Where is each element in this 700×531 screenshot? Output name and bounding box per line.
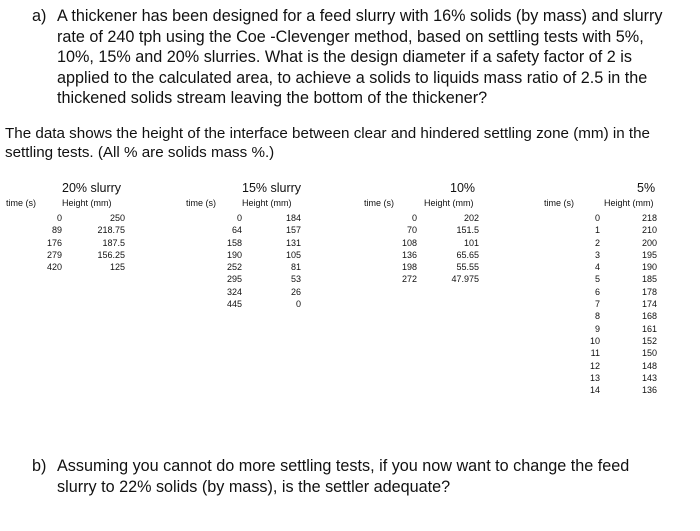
question-a-marker: a) [32, 7, 47, 25]
height-cell: 105 [285, 249, 301, 260]
height-cell: 190 [641, 262, 657, 273]
time-column [40, 212, 62, 273]
time-cell: 11 [590, 348, 600, 359]
height-cell: 81 [290, 262, 301, 273]
time-cell: 0 [594, 213, 600, 223]
time-cell: 12 [589, 360, 600, 371]
height-cell: 125 [109, 262, 125, 273]
question-b-marker: b) [32, 457, 47, 475]
time-cell: 279 [46, 249, 62, 260]
time-cell: 4 [594, 262, 600, 273]
time-cell: 158 [226, 237, 242, 248]
time-column [220, 212, 242, 310]
height-cell: 151.5 [456, 225, 479, 236]
height-cell: 210 [641, 225, 657, 236]
time-header: time (s) [6, 198, 36, 208]
time-cell: 445 [226, 299, 242, 310]
height-cell: 55.55 [456, 262, 479, 273]
time-cell: 0 [411, 213, 417, 223]
time-header: time (s) [364, 198, 394, 208]
time-cell: 6 [594, 286, 600, 297]
time-cell: 89 [51, 225, 62, 236]
question-a [12, 6, 692, 109]
time-cell: 295 [226, 274, 242, 285]
height-header: Height (mm) [424, 198, 474, 208]
time-cell: 190 [226, 249, 242, 260]
question-b [12, 456, 692, 497]
time-cell: 252 [226, 262, 242, 273]
time-cell: 420 [46, 262, 62, 273]
height-cell: 218.75 [97, 225, 125, 236]
height-cell: 156.25 [97, 249, 125, 260]
height-cell: 178 [641, 286, 657, 297]
time-cell: 14 [589, 385, 600, 396]
height-cell: 184 [285, 213, 301, 223]
height-cell: 218 [641, 213, 657, 223]
height-cell: 150 [641, 348, 657, 359]
height-column [85, 212, 125, 273]
time-cell: 198 [401, 262, 417, 273]
time-cell: 136 [401, 249, 417, 260]
table-title: 20% slurry [62, 181, 122, 195]
time-cell: 8 [594, 311, 600, 322]
height-column [440, 212, 479, 286]
height-cell: 143 [641, 372, 657, 383]
height-column [626, 212, 657, 396]
height-cell: 161 [641, 323, 657, 334]
time-cell: 324 [226, 286, 242, 297]
height-cell: 187.5 [102, 237, 125, 248]
height-cell: 157 [285, 225, 301, 236]
height-cell: 148 [641, 360, 657, 371]
height-cell: 131 [285, 237, 301, 248]
time-cell: 272 [401, 274, 417, 285]
height-cell: 185 [641, 274, 657, 285]
time-cell: 3 [594, 249, 600, 260]
height-cell: 202 [463, 213, 479, 223]
height-cell: 174 [641, 299, 657, 310]
height-cell: 195 [641, 249, 657, 260]
data-intro-text: The data shows the height of the interface between clear and hindered settling zone (mm) in the settling tests. (All % are solids mass %.) [5, 125, 651, 161]
height-cell: 250 [109, 213, 125, 223]
question-a-text: A thickener has been designed for a feed slurry with 16% solids (by mass) and slurry rate of 240 tph using the Coe -Clevenger method, based on settling tests with 5%, 10%, 15% and 20% slurries. What is the design diameter if a safety factor of 2 is applied to the calculated area, to achieve a solids to liquids mass ratio of 2.5 in the thickened solids stream leaving the bottom of the thickener? [57, 7, 663, 107]
time-cell: 1 [594, 225, 600, 236]
table-title: 10% [450, 181, 476, 195]
time-cell: 13 [589, 372, 600, 383]
height-cell: 200 [641, 237, 657, 248]
height-cell: 136 [641, 385, 657, 396]
table-title: 5% [637, 181, 656, 195]
height-header: Height (mm) [604, 198, 654, 208]
time-cell: 10 [589, 335, 600, 346]
time-cell: 7 [594, 299, 600, 310]
height-cell: 101 [463, 237, 479, 248]
table-title: 15% slurry [242, 181, 302, 195]
height-cell: 53 [290, 274, 301, 285]
time-cell: 108 [401, 237, 417, 248]
time-cell: 0 [236, 213, 242, 223]
height-column [265, 212, 301, 310]
height-cell: 168 [641, 311, 657, 322]
height-cell: 26 [290, 286, 301, 297]
height-header: Height (mm) [62, 198, 112, 208]
time-header: time (s) [186, 198, 216, 208]
time-cell: 70 [406, 225, 417, 236]
time-cell: 64 [231, 225, 242, 236]
time-cell: 0 [56, 213, 62, 223]
height-cell: 47.975 [451, 274, 479, 285]
time-column [582, 212, 600, 396]
time-column [395, 212, 417, 286]
height-cell: 152 [641, 335, 657, 346]
time-cell: 2 [594, 237, 600, 248]
question-b-text: Assuming you cannot do more settling tests, if you now want to change the feed slurry to 22% solids (by mass), is the settler adequate? [57, 457, 630, 496]
time-header: time (s) [544, 198, 574, 208]
time-cell: 9 [594, 323, 600, 334]
height-header: Height (mm) [242, 198, 292, 208]
height-cell: 65.65 [456, 249, 479, 260]
height-cell: 0 [295, 299, 301, 310]
time-cell: 5 [594, 274, 600, 285]
time-cell: 176 [46, 237, 62, 248]
